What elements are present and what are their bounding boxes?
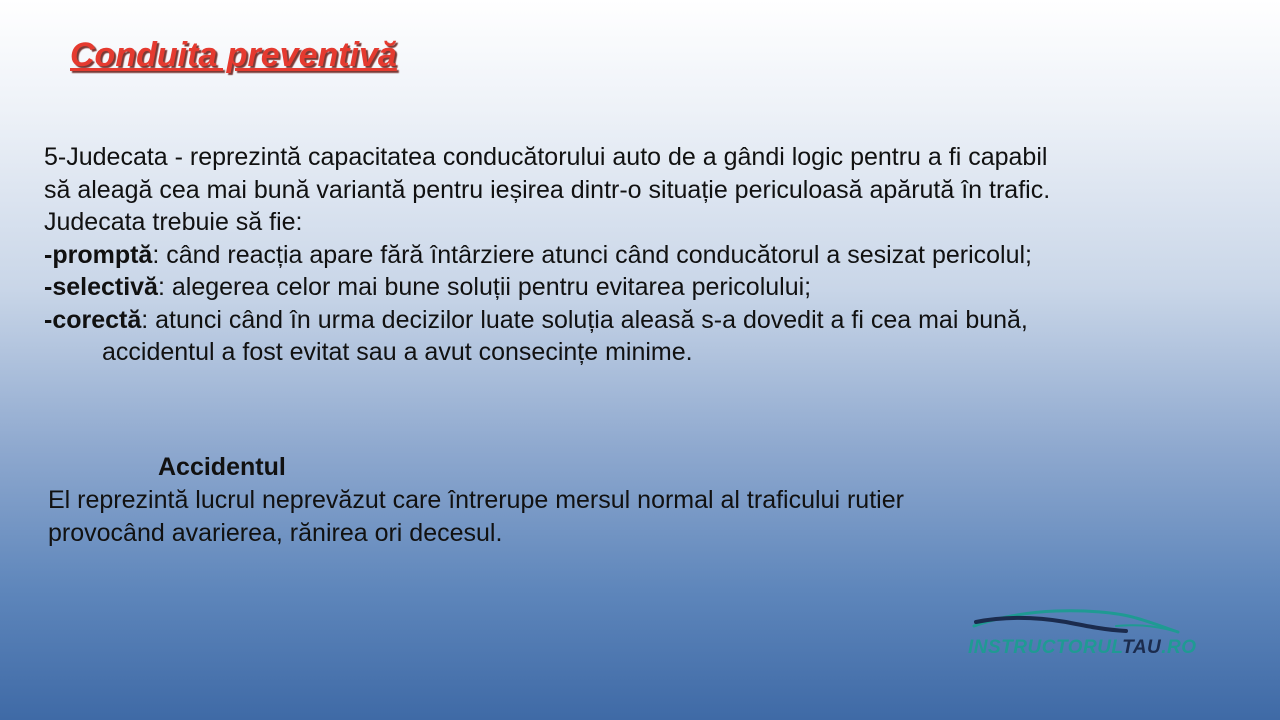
accident-heading: Accidentul xyxy=(158,453,286,481)
paragraph-line: 5-Judecata - reprezintă capacitatea conducătorului auto de a gândi logic pentru a fi capabil xyxy=(44,143,1048,171)
item-description: : alegerea celor mai bune soluții pentru evitarea pericolului; xyxy=(157,273,812,301)
list-item-correct xyxy=(44,304,1244,337)
item-description: : atunci când în urma decizilor luate soluția aleasă s-a dovedit a fi cea mai bună, xyxy=(141,305,1028,334)
accident-definition xyxy=(48,484,904,550)
list-item-prompt xyxy=(44,239,1244,272)
paragraph-line: Judecata trebuie să fie: xyxy=(44,208,303,236)
paragraph-line: să aleagă cea mai bună variantă pentru ieșirea dintr-o situație periculoasă apărută în trafic. xyxy=(44,175,1051,204)
list-item-selective xyxy=(44,271,1244,304)
item-term: -selectivă xyxy=(44,273,158,301)
accident-line: provocând avarierea, rănirea ori decesul. xyxy=(48,519,503,547)
accident-line: El reprezintă lucrul neprevăzut care întrerupe mersul normal al traficului rutier xyxy=(48,486,904,514)
logo-wordmark: INSTRUCTORULTAU.RO xyxy=(968,637,1197,658)
item-description: : când reacția apare fără întârziere atunci când conducătorul a sesizat pericolul; xyxy=(152,240,1032,269)
instructorultau-logo xyxy=(966,600,1196,664)
item-term: -corectă xyxy=(44,305,142,334)
slide-title: Conduita preventivă xyxy=(70,36,397,74)
car-silhouette-icon xyxy=(966,600,1196,640)
judgement-section xyxy=(44,141,1244,369)
list-item-continuation: accidentul a fost evitat sau a avut consecințe minime. xyxy=(102,338,693,366)
item-term: -promptă xyxy=(44,240,153,269)
